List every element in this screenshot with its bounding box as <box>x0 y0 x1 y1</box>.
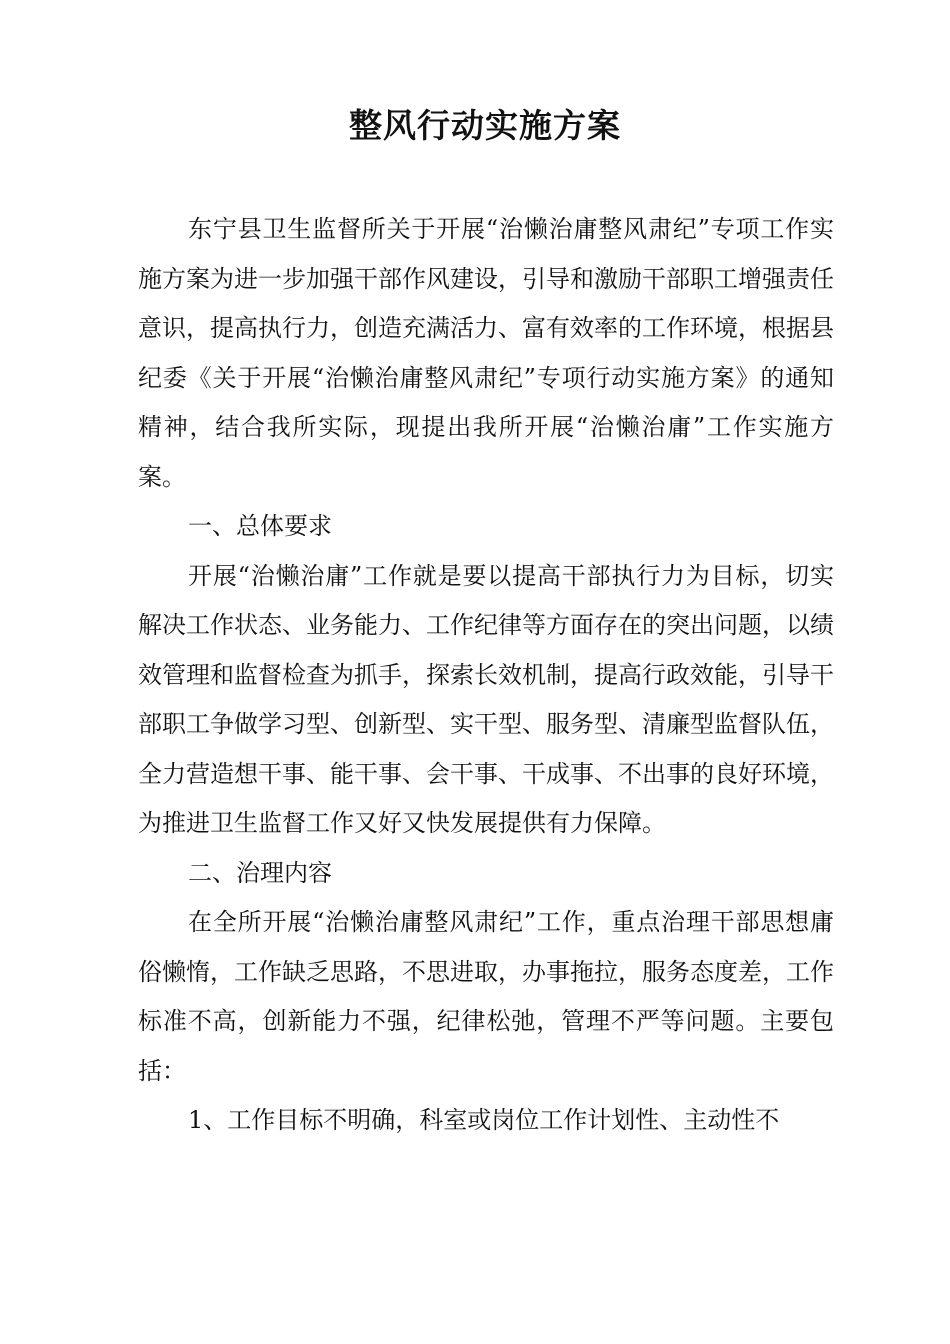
list-item-1: 1、工作目标不明确，科室或岗位工作计划性、主动性不 <box>188 1106 780 1134</box>
document-title: 整风行动实施方案 <box>349 106 621 145</box>
paragraph-general-requirements: 开展“治懒治庸”工作就是要以提高干部执行力为目标，切实解决工作状态、业务能力、工作纪律等方面存在的突出问题，以绩效管理和监督检查为抓手，探索长效机制，提高行政效能，引导干部职工争做学习型、创新型、实干型、服务型、清廉型监督队伍，全力营造想干事、能干事、会干事、干成事、不出事的良好环境，为推进卫生监督工作又好又快发展提供有力保障。 <box>138 561 834 837</box>
document-body <box>138 205 834 1146</box>
section-heading-general-requirements: 一、总体要求 <box>188 512 332 540</box>
paragraph-governance-content: 在全所开展“治懒治庸整风肃纪”工作，重点治理干部思想庸俗懒惰，工作缺乏思路，不思进取，办事拖拉，服务态度差，工作标准不高，创新能力不强，纪律松弛，管理不严等问题。主要包括： <box>138 908 834 1085</box>
section-heading-governance-content: 二、治理内容 <box>188 858 332 887</box>
paragraph-intro: 东宁县卫生监督所关于开展“治懒治庸整风肃纪”专项工作实施方案为进一步加强干部作风建设，引导和激励干部职工增强责任意识，提高执行力，创造充满活力、富有效率的工作环境，根据县纪委《关于开展“治懒治庸整风肃纪”专项行动实施方案》的通知精神，结合我所实际，现提出我所开展“治懒治庸”工作实施方案。 <box>138 215 834 491</box>
